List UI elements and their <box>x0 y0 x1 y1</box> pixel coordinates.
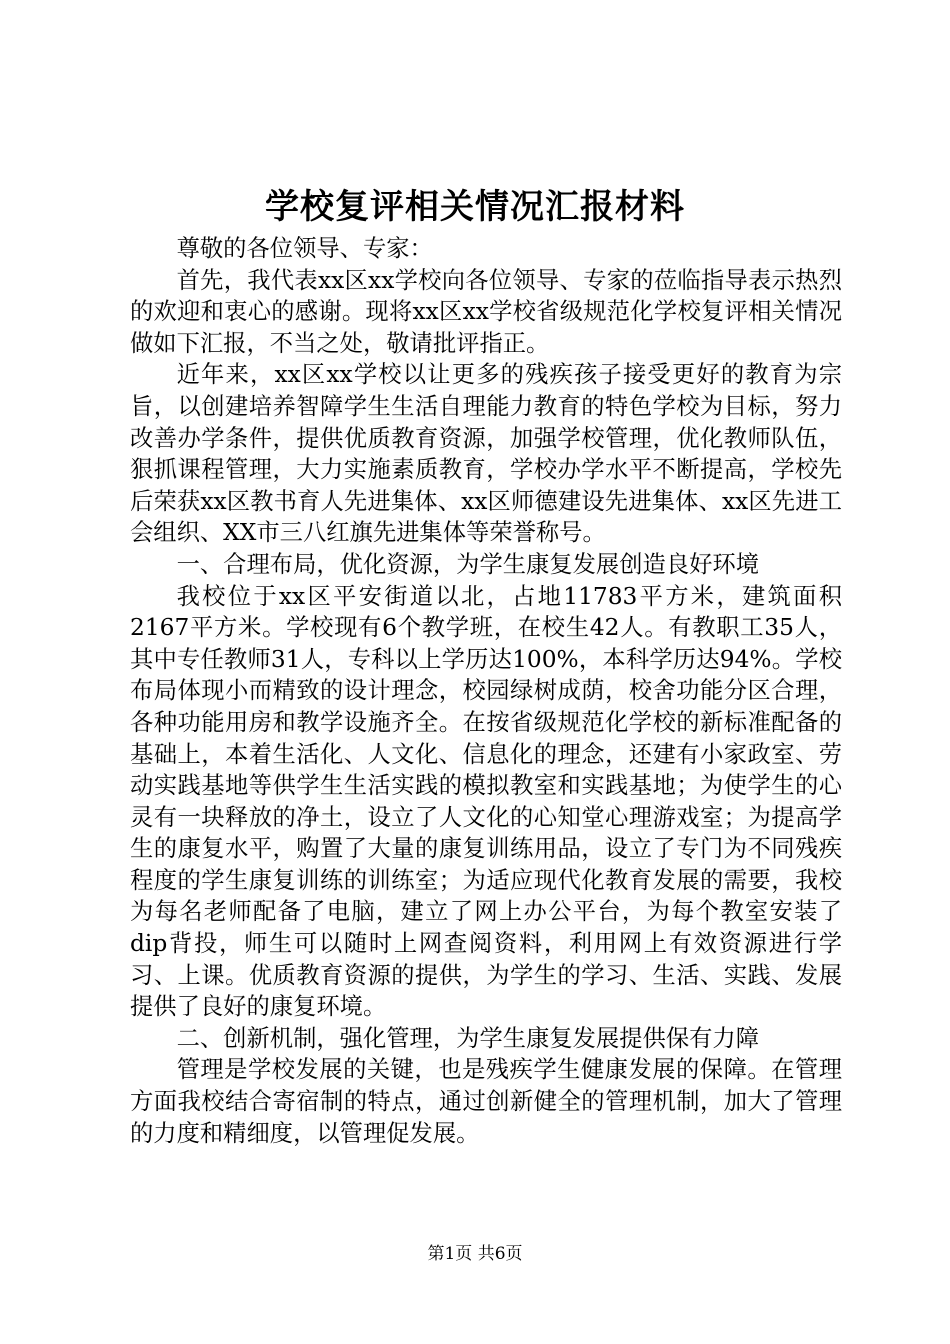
page-number-footer: 第1页 共6页 <box>427 1244 523 1264</box>
section-heading-1: 一、合理布局，优化资源，为学生康复发展创造良好环境 <box>176 550 760 578</box>
section-heading-2: 二、创新机制，强化管理，为学生康复发展提供保有力障 <box>176 1024 760 1052</box>
section-2-paragraph: 管理是学校发展的关键，也是残疾学生健康发展的保障。在管理方面我校结合寄宿制的特点，通过创新健全的管理机制，加大了管理的力度和精细度，以管理促发展。 <box>130 1056 842 1147</box>
document-title: 学校复评相关情况汇报材料 <box>265 187 685 227</box>
document-body <box>130 233 842 1149</box>
intro-paragraph: 首先，我代表xx区xx学校向各位领导、专家的莅临指导表示热烈的欢迎和衷心的感谢。现将xx区xx学校省级规范化学校复评相关情况做如下汇报，不当之处，敬请批评指正。 <box>130 266 842 357</box>
salutation-paragraph: 尊敬的各位领导、专家： <box>176 235 433 262</box>
overview-paragraph: 近年来，xx区xx学校以让更多的残疾孩子接受更好的教育为宗旨，以创建培养智障学生生活自理能力教育的特色学校为目标，努力改善办学条件，提供优质教育资源，加强学校管理，优化教师队伍，狠抓课程管理，大力实施素质教育，学校办学水平不断提高，学校先后荣获xx区教书育人先进集体、xx区师德建设先进集体、xx区先进工会组织、XX市三八红旗先进集体等荣誉称号。 <box>130 361 842 547</box>
section-1-paragraph: 我校位于xx区平安街道以北，占地11783平方米，建筑面积2167平方米。学校现有6个教学班，在校生42人。有教职工35人，其中专任教师31人，专科以上学历达100%，本科学历达94%。学校布局体现小而精致的设计理念，校园绿树成荫，校舍功能分区合理，各种功能用房和教学设施齐全。在按省级规范化学校的新标准配备的基础上，本着生活化、人文化、信息化的理念，还建有小家政室、劳动实践基地等供学生生活实践的模拟教室和实践基地；为使学生的心灵有一块释放的净土，设立了人文化的心知堂心理游戏室；为提高学生的康复水平，购置了大量的康复训练用品，设立了专门为不同残疾程度的学生康复训练的训练室；为适应现代化教育发展的需要，我校为每名老师配备了电脑，建立了网上办公平台，为每个教室安装了dip背投，师生可以随时上网查阅资料，利用网上有效资源进行学习、上课。优质教育资源的提供，为学生的学习、生活、实践、发展提供了良好的康复环境。 <box>130 582 842 1021</box>
